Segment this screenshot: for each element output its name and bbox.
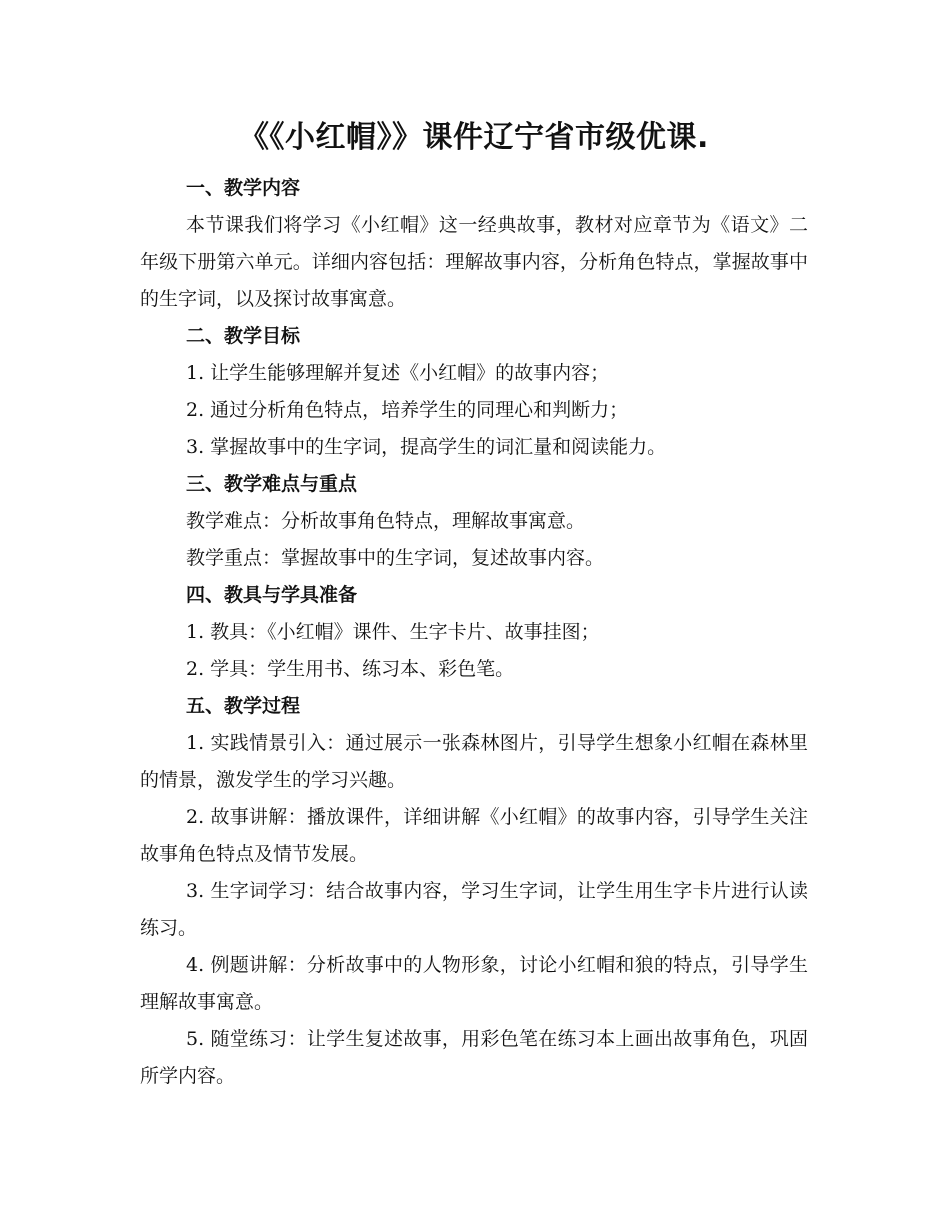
section-teaching-goals bbox=[140, 318, 808, 466]
list-item: 4. 例题讲解：分析故事中的人物形象，讨论小红帽和狼的特点，引导学生理解故事寓意。 bbox=[140, 954, 808, 1013]
paragraph: 本节课我们将学习《小红帽》这一经典故事，教材对应章节为《语文》二年级下册第六单元。详细内容包括：理解故事内容，分析角色特点，掌握故事中的生字词，以及探讨故事寓意。 bbox=[140, 214, 808, 310]
section-teaching-aids bbox=[140, 577, 808, 688]
list-item: 3. 掌握故事中的生字词，提高学生的词汇量和阅读能力。 bbox=[186, 436, 667, 458]
section-heading: 三、教学难点与重点 bbox=[186, 473, 358, 495]
paragraph: 教学重点：掌握故事中的生字词，复述故事内容。 bbox=[186, 547, 605, 569]
list-item: 5. 随堂练习：让学生复述故事，用彩色笔在练习本上画出故事角色，巩固所学内容。 bbox=[140, 1028, 808, 1087]
list-item: 1. 教具：《小红帽》课件、生字卡片、故事挂图； bbox=[186, 621, 600, 643]
section-difficulties-and-key-points bbox=[140, 466, 808, 577]
list-item: 2. 故事讲解：播放课件，详细讲解《小红帽》的故事内容，引导学生关注故事角色特点及情节发展。 bbox=[140, 806, 808, 865]
list-item: 1. 实践情景引入：通过展示一张森林图片，引导学生想象小红帽在森林里的情景，激发学生的学习兴趣。 bbox=[140, 732, 808, 791]
section-heading: 五、教学过程 bbox=[186, 695, 301, 717]
section-heading: 一、教学内容 bbox=[186, 177, 301, 199]
section-teaching-process bbox=[140, 688, 808, 1095]
section-teaching-content bbox=[140, 170, 808, 318]
list-item: 2. 学具：学生用书、练习本、彩色笔。 bbox=[186, 658, 515, 680]
document-page bbox=[140, 112, 808, 1095]
document-title: 《《小红帽》》课件辽宁省市级优课. bbox=[239, 120, 709, 155]
section-heading: 二、教学目标 bbox=[186, 325, 301, 347]
list-item: 3. 生字词学习：结合故事内容，学习生字词，让学生用生字卡片进行认读练习。 bbox=[140, 880, 808, 939]
list-item: 1. 让学生能够理解并复述《小红帽》的故事内容； bbox=[186, 362, 610, 384]
paragraph: 教学难点：分析故事角色特点，理解故事寓意。 bbox=[186, 510, 586, 532]
section-heading: 四、教具与学具准备 bbox=[186, 584, 358, 606]
list-item: 2. 通过分析角色特点，培养学生的同理心和判断力； bbox=[186, 399, 629, 421]
